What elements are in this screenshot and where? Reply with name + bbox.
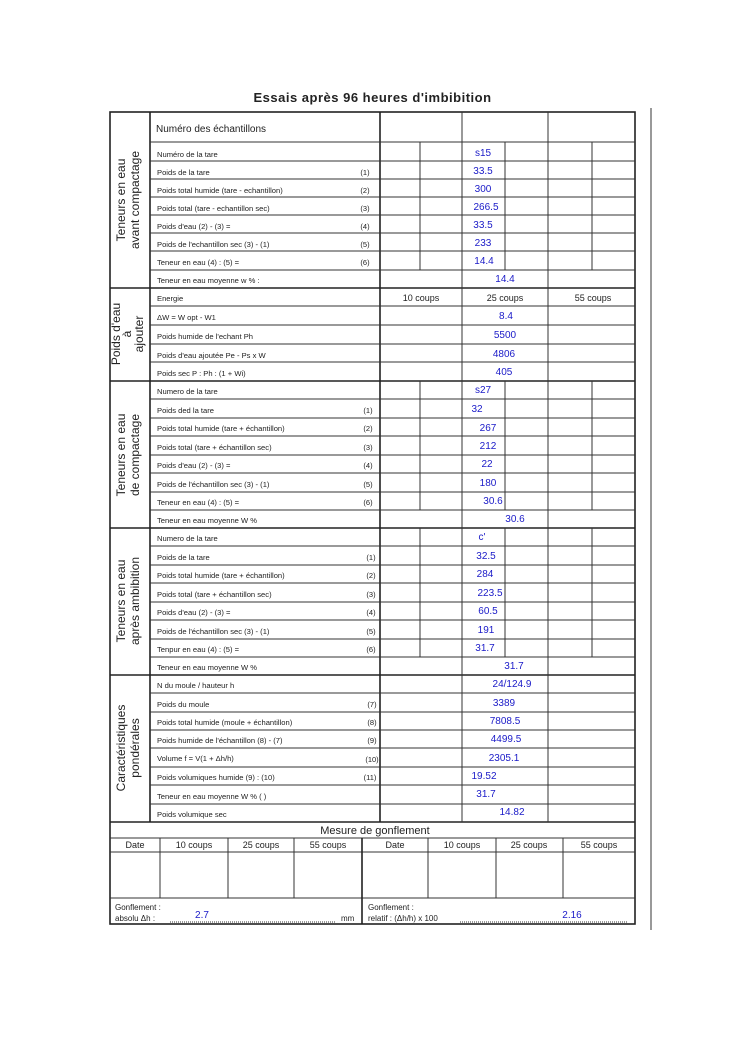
section-3-label-line2: de compactage [128, 413, 142, 497]
row-number: (6) [363, 498, 373, 507]
row-value: 30.6 [505, 514, 525, 525]
section-2-label-line2: à [120, 330, 134, 338]
row-number: (4) [366, 608, 376, 617]
row-label: Poids volumiques humide (9) : (10) [157, 773, 275, 782]
row-label: Poids de l'echantillon sec (3) - (1) [157, 240, 270, 249]
row-value: 180 [479, 478, 497, 489]
row-value: 22 [481, 459, 493, 470]
row-number: (6) [360, 258, 370, 267]
row-value: 8.4 [499, 311, 513, 322]
section-4-label-line1: Teneurs en eau [114, 559, 128, 643]
row-label: Teneur en eau (4) : (5) = [157, 498, 240, 507]
row-label: Poids de l'échantillon sec (3) - (1) [157, 627, 270, 636]
row-number: (5) [360, 240, 370, 249]
row-label: ΔW = W opt - W1 [157, 313, 216, 322]
row-value: 14.4 [495, 274, 515, 285]
row-number: (5) [366, 627, 376, 636]
row-number: (11) [363, 773, 377, 782]
row-label: Teneur en eau (4) : (5) = [157, 258, 240, 267]
row-number: (2) [363, 424, 373, 433]
row-label: Numéro de la tare [157, 150, 218, 159]
row-value: 284 [476, 569, 494, 580]
section-1-label-line2: avant compactage [128, 150, 142, 250]
gonflement-relatif-value: 2.16 [562, 910, 582, 921]
mesure-10-coups-1: 10 coups [175, 840, 213, 850]
row-value: 14.4 [474, 256, 494, 267]
row-value: 300 [474, 184, 492, 195]
row-label: Poids total humide (tare - echantillon) [157, 186, 283, 195]
row-value: 191 [477, 625, 495, 636]
footer [115, 903, 628, 923]
row-value: 31.7 [475, 643, 495, 654]
header-label: Numéro des échantillons [156, 124, 267, 135]
row-label: Poids total humide (tare + échantillon) [157, 424, 285, 433]
mesure-date-2: Date [385, 840, 405, 850]
row-number: (2) [360, 186, 370, 195]
row-value: 266.5 [473, 202, 499, 213]
mesure-title: Mesure de gonflement [320, 825, 430, 837]
row-number: (8) [367, 718, 377, 727]
row-value: s15 [474, 148, 492, 159]
energy-10-coups: 10 coups [402, 293, 440, 303]
row-value: 32.5 [476, 551, 496, 562]
row-value: c' [478, 532, 486, 543]
energy-label: Energie [157, 294, 184, 303]
gonflement-absolu-dh: absolu Δh : [115, 914, 156, 923]
row-value: 19.52 [471, 771, 497, 782]
energy-55-coups: 55 coups [574, 293, 612, 303]
row-value: 212 [479, 441, 497, 452]
row-label: Poids d'eau (2) - (3) = [157, 222, 231, 231]
row-label: Poids total humide (tare + échantillon) [157, 571, 285, 580]
row-value: 4806 [492, 349, 516, 360]
row-label: Poids humide de l'échantillon (8) - (7) [157, 736, 283, 745]
row-value: 405 [495, 367, 513, 378]
row-label: Poids ded la tare [157, 406, 214, 415]
row-label: Numero de la tare [157, 534, 218, 543]
row-number: (10) [365, 755, 379, 764]
row-number: (2) [366, 571, 376, 580]
row-label: Poids humide de l'echant Ph [157, 332, 254, 341]
mesure-date-1: Date [125, 840, 145, 850]
row-label: Numero de la tare [157, 387, 218, 396]
mesure-55-coups-2: 55 coups [580, 840, 618, 850]
row-number: (1) [363, 406, 373, 415]
row-label: Poids de la tare [157, 553, 210, 562]
row-value: 233 [474, 238, 492, 249]
section-1-rows [157, 148, 515, 285]
row-value: 31.7 [504, 661, 524, 672]
row-label: Teneur en eau moyenne W % ( ) [157, 792, 267, 801]
row-label: Poids d'eau (2) - (3) = [157, 608, 231, 617]
row-label: Poids d'eau ajoutée Pe - Ps x W [157, 351, 266, 360]
gonflement-absolu-label: Gonflement : [115, 903, 161, 912]
row-label: Poids du moule [157, 700, 210, 709]
gonflement-absolu-unit: mm [341, 914, 355, 923]
row-number: (3) [360, 204, 370, 213]
row-value: 32 [471, 404, 483, 415]
row-label: Volume f = V(1 + Δh/h) [157, 754, 234, 763]
row-value: 223.5 [477, 588, 503, 599]
row-value: 33.5 [473, 220, 493, 231]
row-label: Poids total humide (moule + échantillon) [157, 718, 293, 727]
row-label: Poids de la tare [157, 168, 210, 177]
row-value: 7808.5 [489, 716, 521, 727]
row-value: 24/124.9 [492, 679, 532, 690]
row-number: (7) [367, 700, 377, 709]
section-3-label-line1: Teneurs en eau [114, 413, 128, 497]
row-value: 31.7 [476, 789, 496, 800]
section-5-label-line1: Caractéristiques [114, 704, 128, 792]
row-label: Poids total (tare - echantillon sec) [157, 204, 270, 213]
gonflement-relatif-label: Gonflement : [368, 903, 414, 912]
row-number: (4) [360, 222, 370, 231]
row-number: (3) [366, 590, 376, 599]
row-label: N du moule / hauteur h [157, 681, 235, 690]
row-value: 33.5 [473, 166, 493, 177]
row-label: Teneur en eau moyenne W % [157, 516, 258, 525]
row-value: 60.5 [478, 606, 498, 617]
gonflement-absolu-value: 2.7 [195, 910, 209, 921]
row-label: Teneur en eau moyenne W % [157, 663, 258, 672]
section-1-label-line1: Teneurs en eau [114, 158, 128, 242]
row-label: Poids sec P : Ph : (1 + Wi) [157, 369, 246, 378]
row-value: 3389 [492, 698, 516, 709]
page-title: Essais après 96 heures d'imbibition [253, 90, 492, 105]
row-value: s27 [474, 385, 492, 396]
row-value: 267 [479, 423, 497, 434]
row-label: Poids total (tare + échantillon sec) [157, 443, 272, 452]
row-label: Poids volumique sec [157, 810, 227, 819]
energy-25-coups: 25 coups [486, 293, 524, 303]
section-2-label-line1: Poids d'eau [109, 302, 123, 366]
mesure-25-coups-1: 25 coups [242, 840, 280, 850]
section-4-label-line2: après ambibition [128, 556, 142, 646]
row-number: (6) [366, 645, 376, 654]
mesure-25-coups-2: 25 coups [510, 840, 548, 850]
row-label: Teneur en eau moyenne w % : [157, 276, 260, 285]
row-number: (9) [367, 736, 377, 745]
section-5-rows [157, 679, 532, 819]
mesure-10-coups-2: 10 coups [443, 840, 481, 850]
row-label: Poids total (tare + échantillon sec) [157, 590, 272, 599]
row-value: 4499.5 [490, 734, 522, 745]
row-number: (4) [363, 461, 373, 470]
row-value: 5500 [493, 330, 517, 341]
mesure-55-coups-1: 55 coups [309, 840, 347, 850]
row-value: 30.6 [483, 496, 503, 507]
row-number: (3) [363, 443, 373, 452]
row-label: Poids d'eau (2) - (3) = [157, 461, 231, 470]
row-label: Tenpur en eau (4) : (5) = [157, 645, 240, 654]
row-number: (5) [363, 480, 373, 489]
section-2-label-line3: ajouter [132, 315, 146, 353]
row-value: 2305.1 [488, 753, 520, 764]
row-label: Poids de l'échantillon sec (3) - (1) [157, 480, 270, 489]
gonflement-relatif-formula: relatif : (Δh/h) x 100 [368, 914, 438, 923]
row-number: (1) [366, 553, 376, 562]
row-value: 14.82 [499, 807, 525, 818]
section-5-label-line2: pondérales [128, 718, 142, 778]
row-number: (1) [360, 168, 370, 177]
